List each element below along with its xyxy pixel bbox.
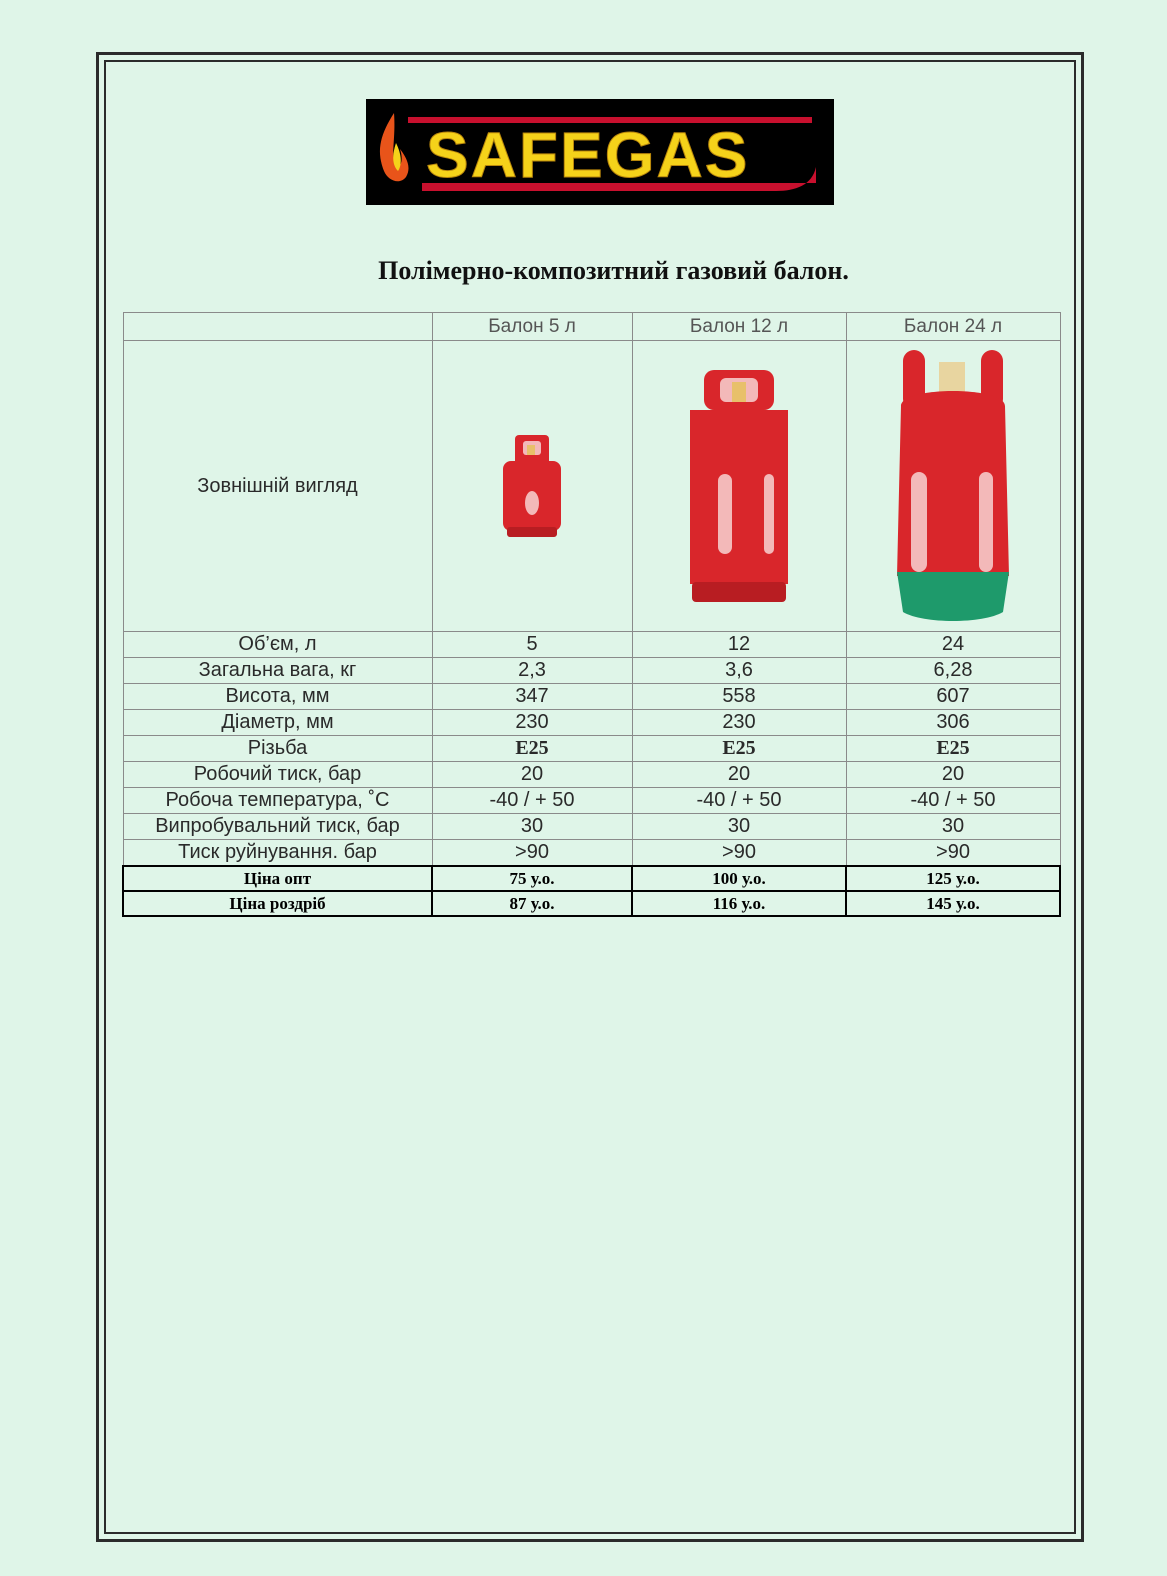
row-value: E25 [632,736,846,762]
header-5l: Балон 5 л [432,313,632,341]
price-wholesale-row [123,866,1060,891]
row-value: 3,6 [632,658,846,684]
row-value: 607 [846,684,1060,710]
svg-text:SAFEGAS: SAFEGAS [426,119,750,191]
row-value: 5 [432,632,632,658]
row-value: 2,3 [432,658,632,684]
row-value: E25 [432,736,632,762]
price-value: 75 у.о. [432,866,632,891]
price-retail-row [123,891,1060,916]
table-row [123,710,1060,736]
price-value: 145 у.о. [846,891,1060,916]
row-label: Тиск руйнування. бар [123,840,432,867]
row-value: 230 [432,710,632,736]
row-value: 6,28 [846,658,1060,684]
row-label: Діаметр, мм [123,710,432,736]
table-row [123,658,1060,684]
row-value: 30 [432,814,632,840]
row-value: 306 [846,710,1060,736]
row-value: -40 / + 50 [846,788,1060,814]
cylinder-12l-icon [684,364,794,609]
appearance-row [123,341,1060,632]
row-value: 12 [632,632,846,658]
row-value: >90 [846,840,1060,867]
table-row [123,762,1060,788]
row-value: >90 [632,840,846,867]
row-label: Об’єм, л [123,632,432,658]
table-row [123,788,1060,814]
header-24l: Балон 24 л [846,313,1060,341]
row-value: 24 [846,632,1060,658]
row-label: Робочий тиск, бар [123,762,432,788]
table-header-row [123,313,1060,341]
cylinder-12l-cell [632,341,846,632]
table-row [123,814,1060,840]
spec-table [122,312,1061,917]
row-value: -40 / + 50 [632,788,846,814]
row-label: Різьба [123,736,432,762]
table-row [123,840,1060,867]
table-row [123,632,1060,658]
header-12l: Балон 12 л [632,313,846,341]
cylinder-5l-icon [497,431,567,541]
price-label: Ціна роздріб [123,891,432,916]
price-value: 125 у.о. [846,866,1060,891]
row-label: Загальна вага, кг [123,658,432,684]
price-value: 100 у.о. [632,866,846,891]
appearance-label: Зовнішній вигляд [123,341,432,632]
row-value: >90 [432,840,632,867]
table-row [123,736,1060,762]
cylinder-24l-cell [846,341,1060,632]
row-value: 30 [846,814,1060,840]
row-value: 20 [632,762,846,788]
price-value: 87 у.о. [432,891,632,916]
price-value: 116 у.о. [632,891,846,916]
cylinder-24l-icon [893,346,1013,626]
header-empty-cell [123,313,432,341]
row-value: 20 [846,762,1060,788]
row-value: 30 [632,814,846,840]
safegas-logo [366,99,834,205]
price-label: Ціна опт [123,866,432,891]
flame-icon [380,113,409,181]
table-row [123,684,1060,710]
row-value: 230 [632,710,846,736]
row-value: 20 [432,762,632,788]
row-label: Випробувальний тиск, бар [123,814,432,840]
row-value: 558 [632,684,846,710]
row-value: E25 [846,736,1060,762]
cylinder-5l-cell [432,341,632,632]
row-value: -40 / + 50 [432,788,632,814]
page-title: Полімерно-композитний газовий балон. [378,256,849,285]
row-label: Висота, мм [123,684,432,710]
row-label: Робоча температура, ˚С [123,788,432,814]
row-value: 347 [432,684,632,710]
